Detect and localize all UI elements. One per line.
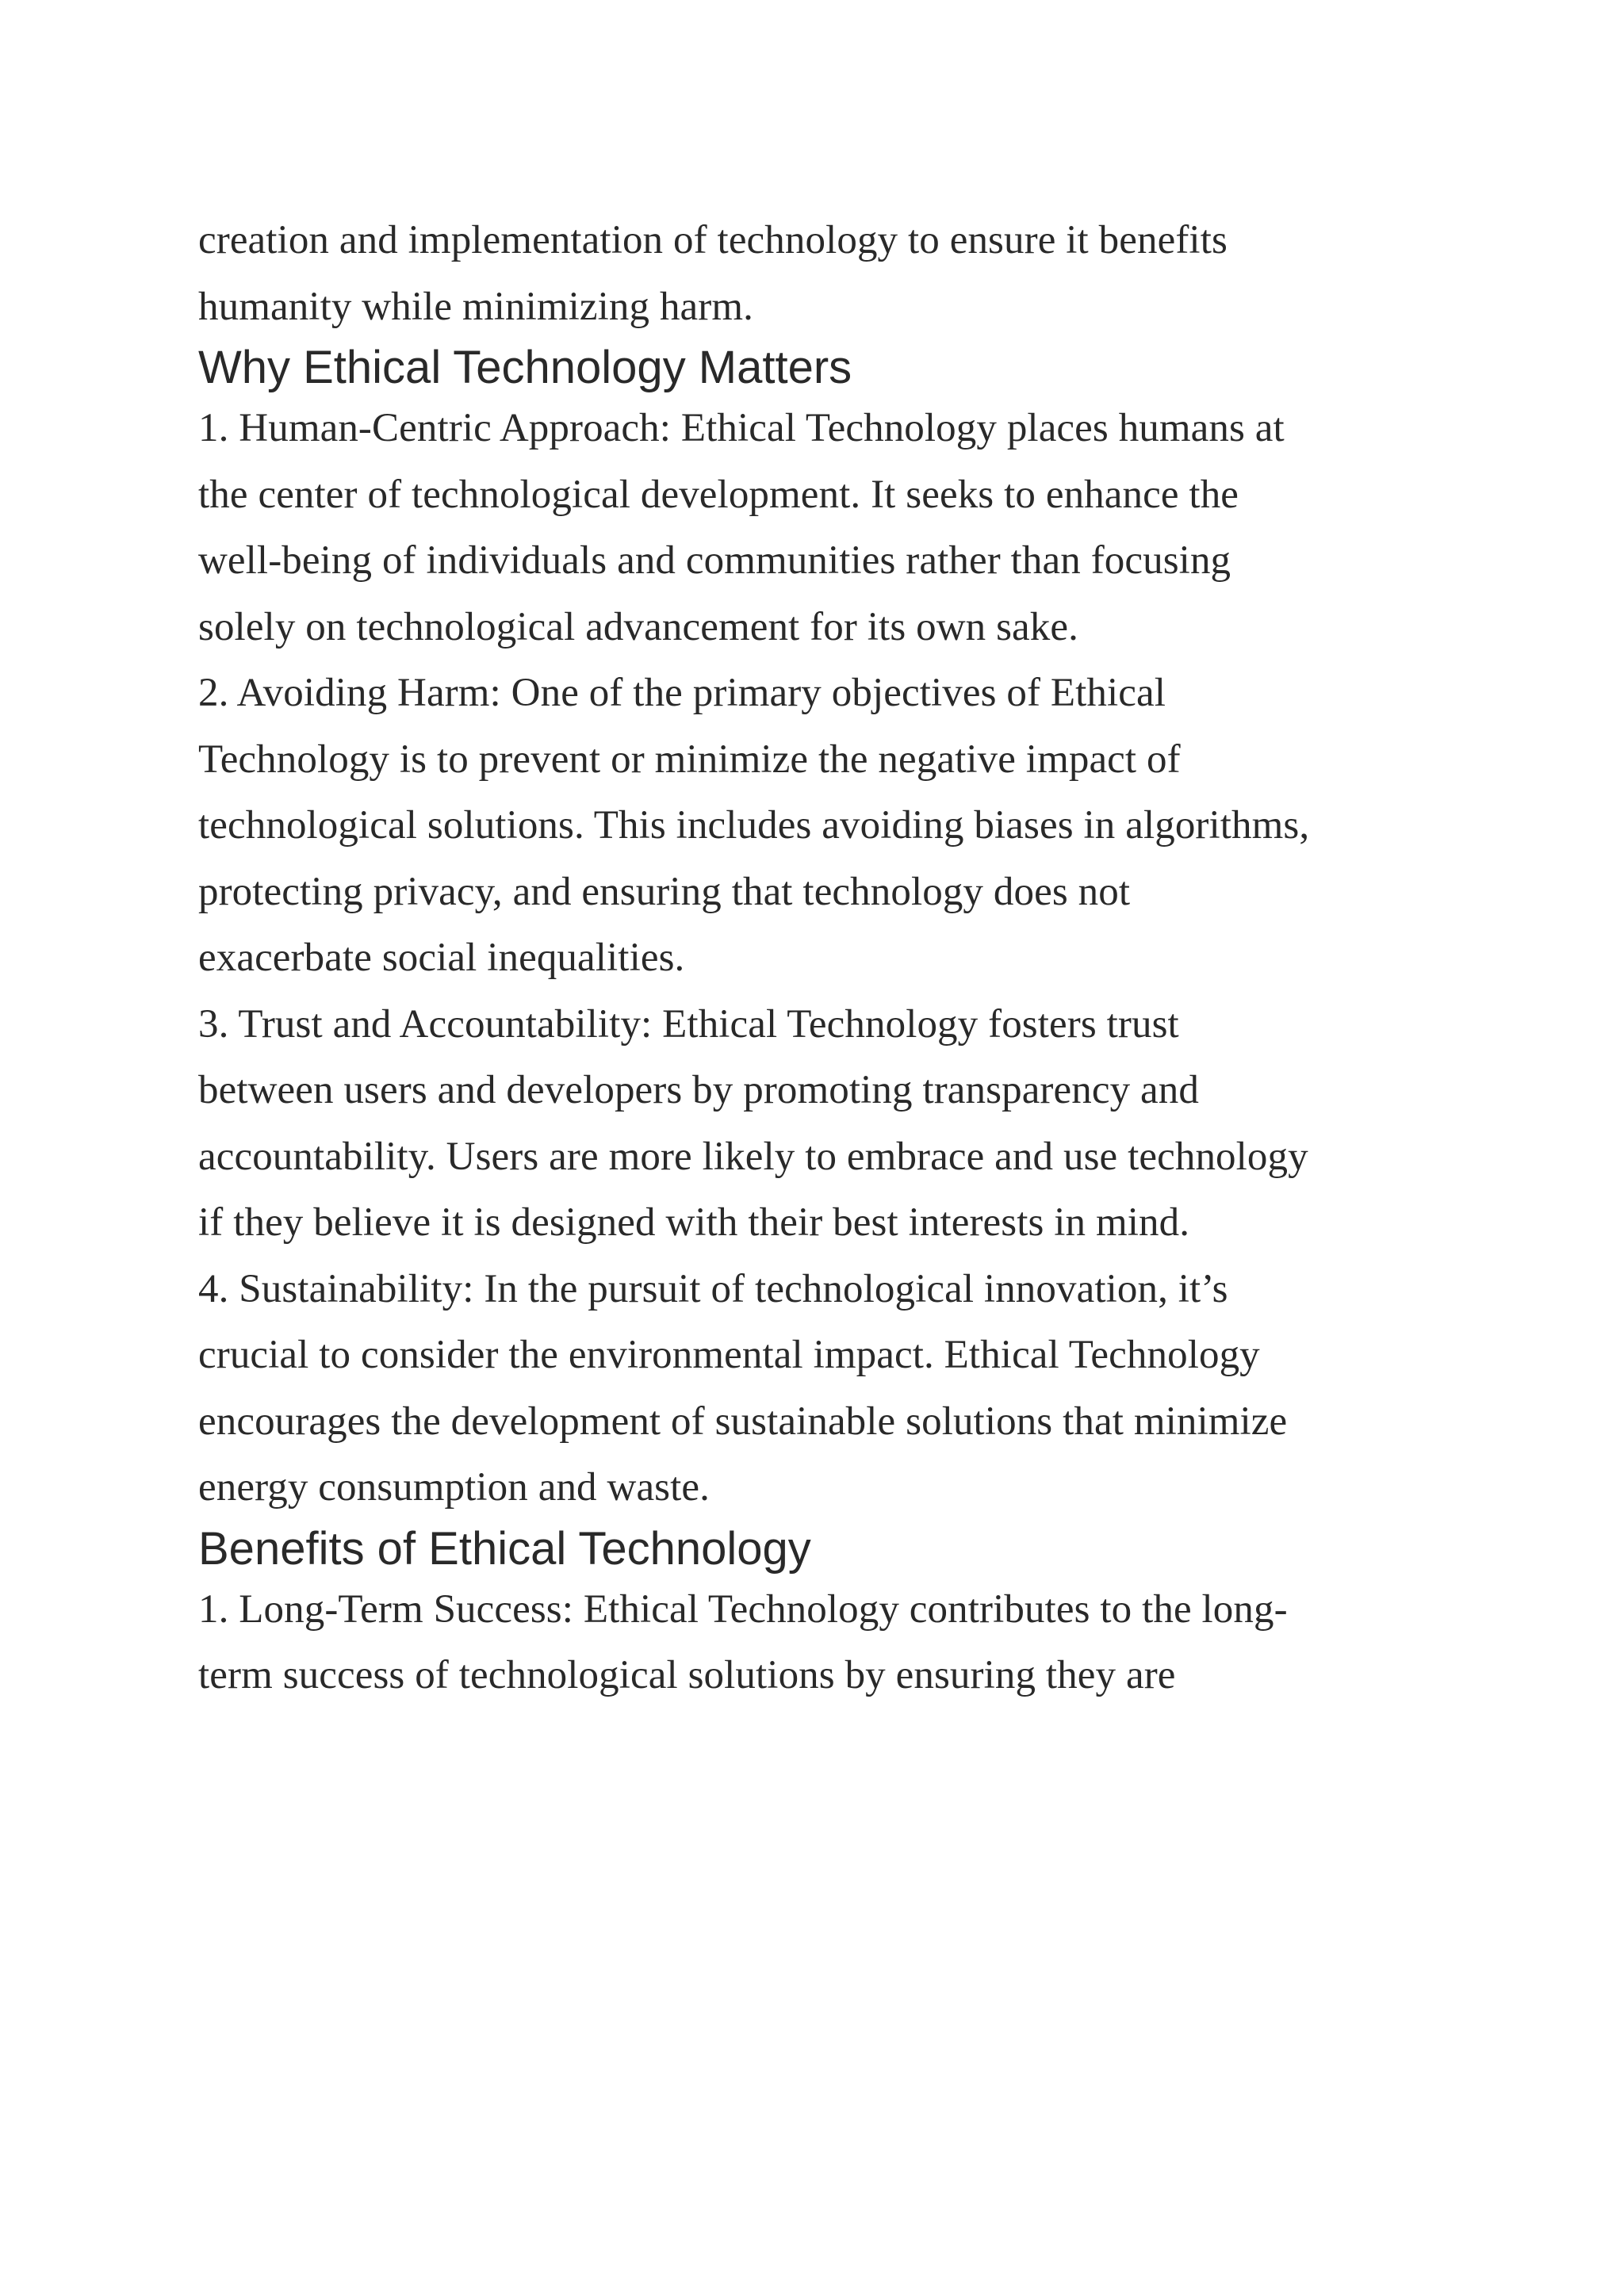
list-item-sustainability xyxy=(198,1257,1435,1521)
text-line: solely on technological advancement for its own sake. xyxy=(198,604,1078,649)
text-line: 2. Avoiding Harm: One of the primary objectives of Ethical xyxy=(198,671,1166,715)
text-line: humanity while minimizing harm. xyxy=(198,284,753,329)
list-item-trust-accountability xyxy=(198,992,1435,1257)
text-line: the center of technological development. It seeks to enhance the xyxy=(198,472,1239,517)
text-line: encourages the development of sustainable solutions that minimize xyxy=(198,1399,1288,1444)
text-line: exacerbate social inequalities. xyxy=(198,936,685,980)
section-heading-benefits: Benefits of Ethical Technology xyxy=(198,1522,811,1575)
intro-paragraph xyxy=(198,208,1435,340)
text-line: 1. Human-Centric Approach: Ethical Technology places humans at xyxy=(198,406,1285,450)
text-line: well-being of individuals and communities rather than focusing xyxy=(198,538,1231,583)
text-line: crucial to consider the environmental impact. Ethical Technology xyxy=(198,1333,1260,1377)
text-line: energy consumption and waste. xyxy=(198,1465,710,1510)
text-line: 4. Sustainability: In the pursuit of technological innovation, it’s xyxy=(198,1266,1228,1311)
text-line: between users and developers by promoting transparency and xyxy=(198,1068,1199,1112)
text-line: 1. Long-Term Success: Ethical Technology contributes to the long- xyxy=(198,1586,1288,1632)
text-line: accountability. Users are more likely to embrace and use technology xyxy=(198,1134,1308,1179)
list-item-human-centric xyxy=(198,396,1435,660)
text-line: technological solutions. This includes avoiding biases in algorithms, xyxy=(198,803,1310,848)
text-line: if they believe it is designed with their best interests in mind. xyxy=(198,1200,1190,1245)
text-line: term success of technological solutions by ensuring they are xyxy=(198,1653,1176,1697)
section-heading-why: Why Ethical Technology Matters xyxy=(198,342,852,393)
list-item-avoiding-harm xyxy=(198,660,1435,992)
text-line: protecting privacy, and ensuring that technology does not xyxy=(198,869,1131,914)
text-line: Technology is to prevent or minimize the negative impact of xyxy=(198,737,1181,782)
list-item-long-term-success xyxy=(198,1577,1435,1709)
text-line: creation and implementation of technology to ensure it benefits xyxy=(198,218,1228,262)
article-body xyxy=(198,208,1435,1709)
text-line: 3. Trust and Accountability: Ethical Technology fosters trust xyxy=(198,1001,1179,1047)
